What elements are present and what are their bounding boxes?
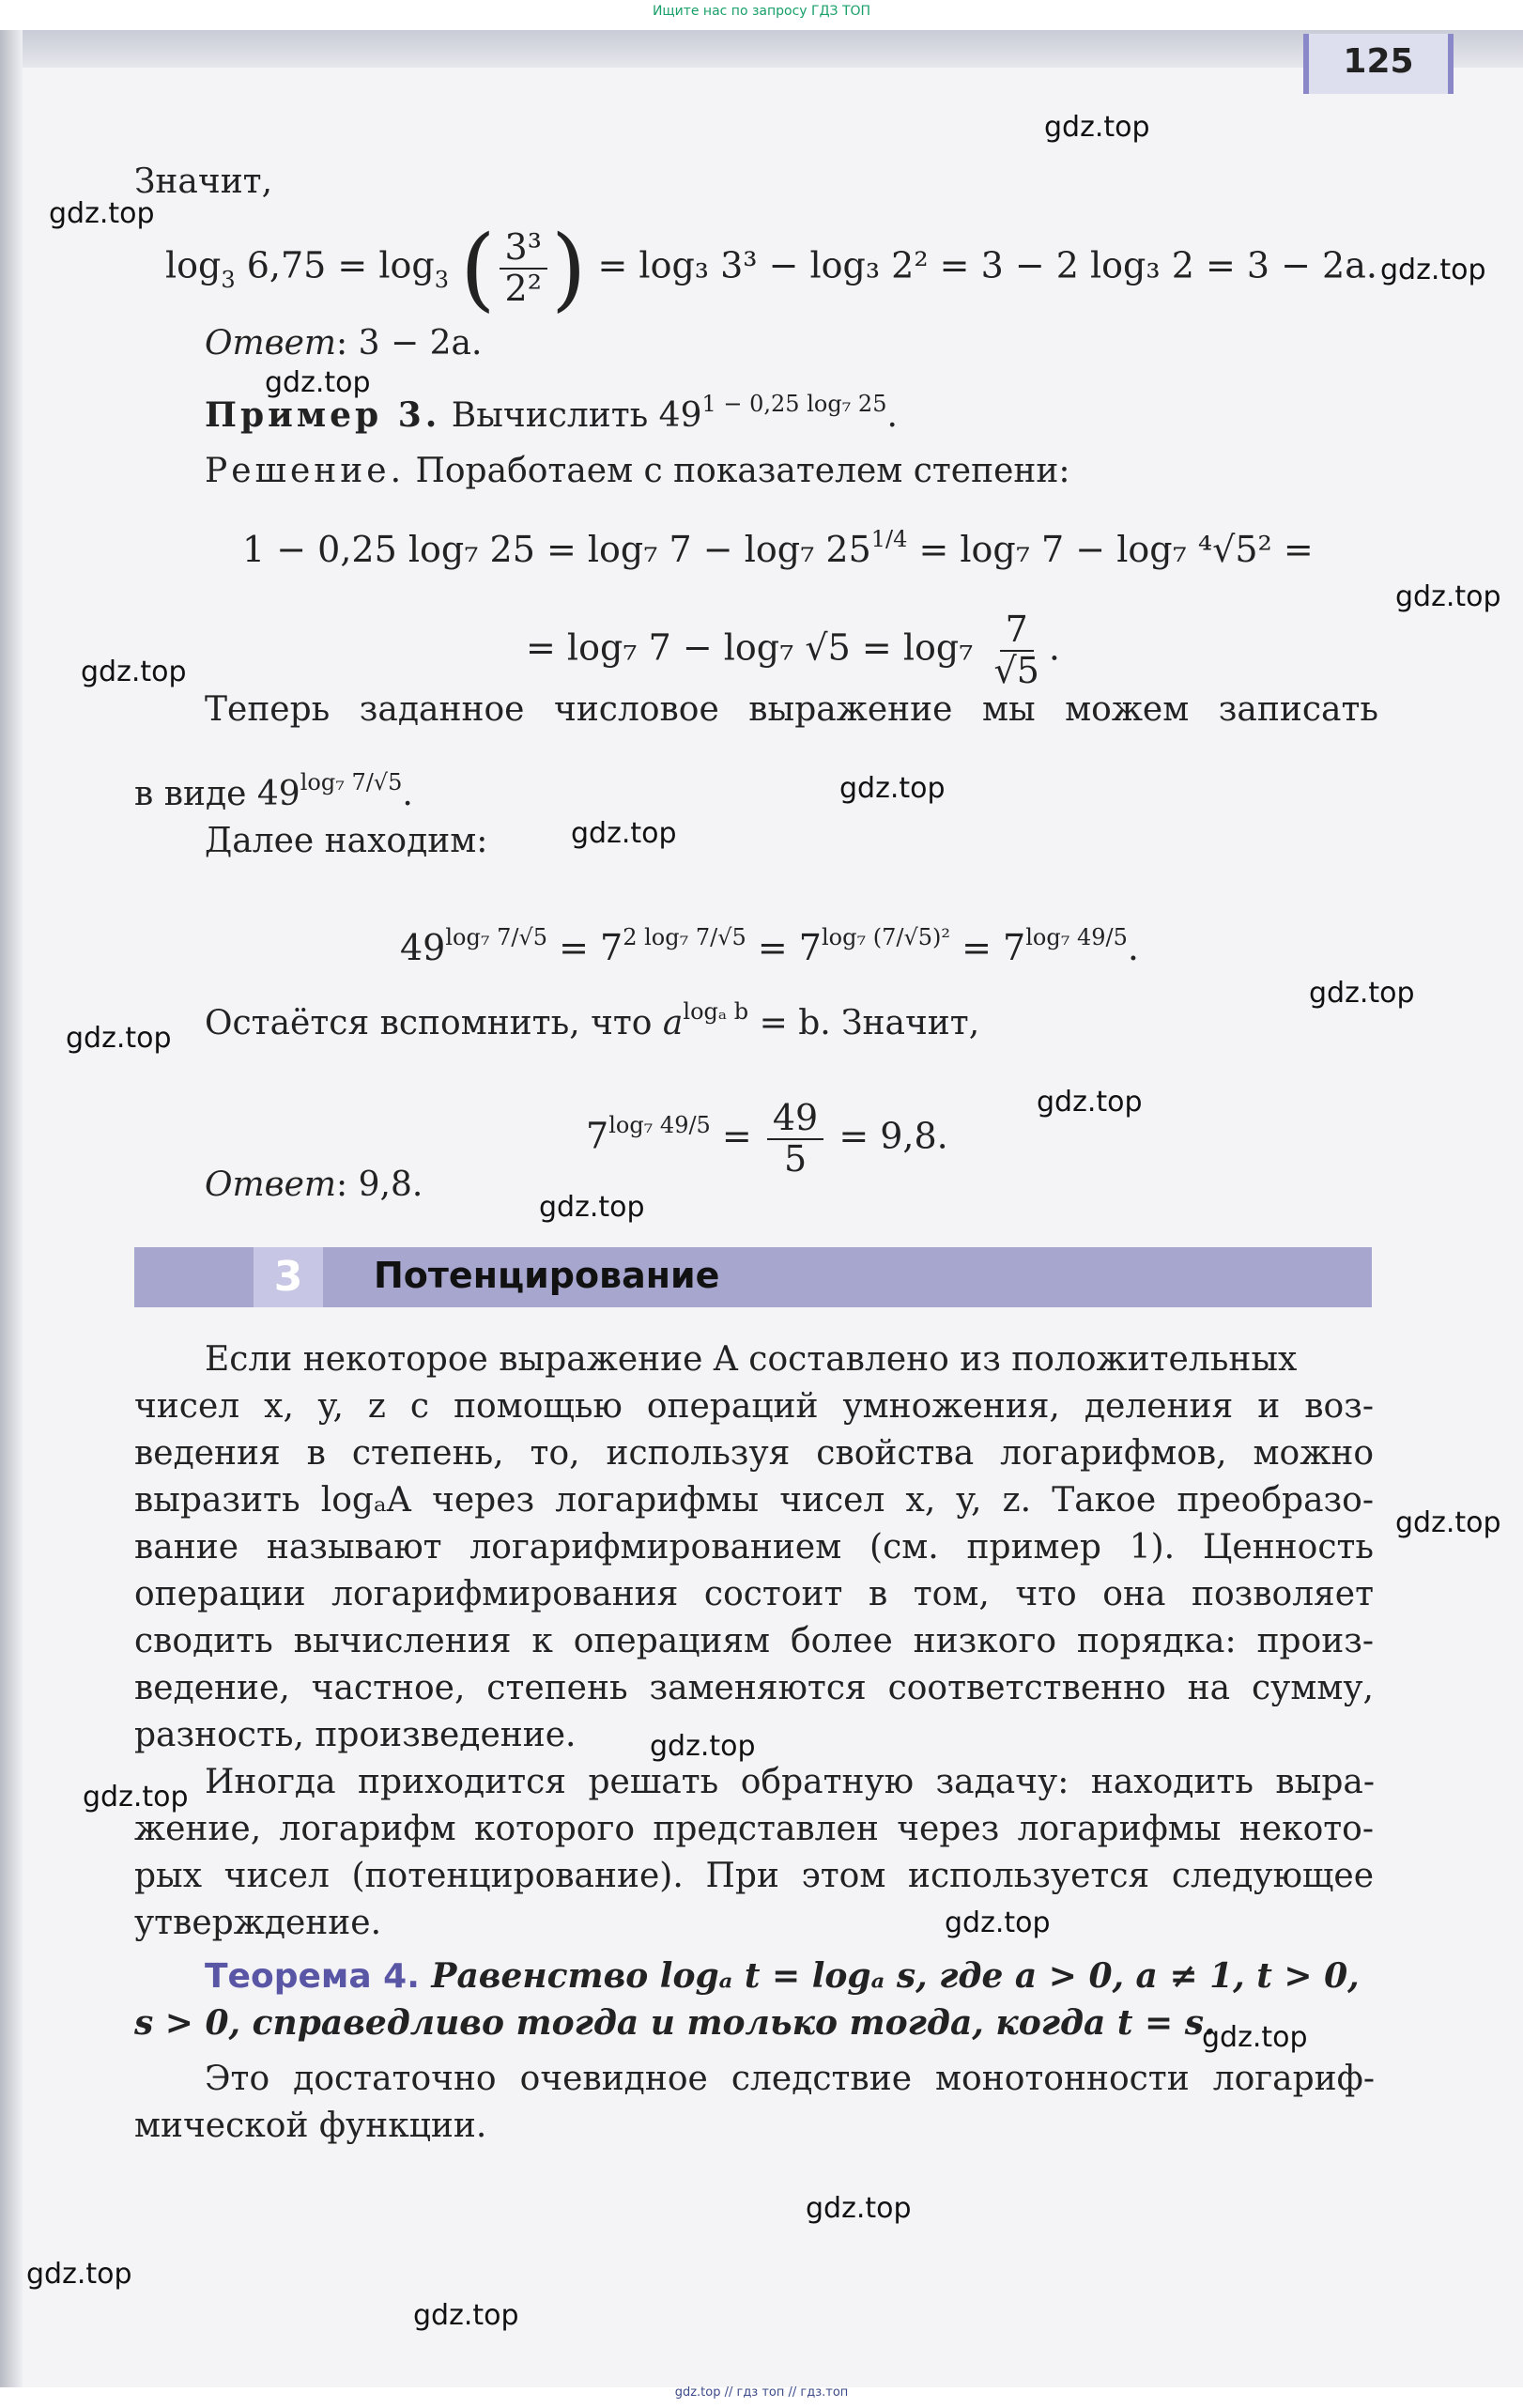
example3-answer [205,1165,1463,1206]
para3-line: мической функции. [134,2107,487,2145]
para1-line: Если некоторое выражение A составлено из положительных [205,1340,1298,1379]
watermark: gdz.top [806,2192,912,2225]
watermark: gdz.top [83,1781,189,1814]
example3-text1: Теперь заданное числовое выражение мы можем записать [205,690,1378,729]
theorem-label: Теорема 4. [205,1957,420,1996]
watermark: gdz.top [1395,580,1501,613]
watermark: gdz.top [26,2258,132,2291]
formula3-c-pow: log₇ (7/√5)² [821,924,950,950]
formula4-base: 7 [586,1115,609,1157]
para1-line: операции логарифмирования состоит в том, что она позволяет [134,1575,1374,1613]
page-spine-shadow [0,30,23,2387]
answer-value: : 3 − 2a. [336,324,483,363]
theorem-text1: Равенство logₐ t = logₐ s, где a > 0, a ≠ 1, t > 0, [419,1956,1360,1996]
formula4-pow: log₇ 49/5 [608,1112,711,1139]
watermark: gdz.top [1037,1086,1143,1119]
formula4-den: 5 [783,1137,808,1180]
example3-solution [205,451,1463,492]
watermark: gdz.top [539,1191,645,1224]
para1-line: чисел x, y, z с помощью операций умножения, деления и воз- [134,1387,1374,1426]
example3-task-power: 1 − 0,25 log₇ 25 [701,391,887,417]
formula-base: 3 [221,266,236,293]
watermark: gdz.top [650,1730,756,1763]
text2-power: log₇ 7/√5 [300,769,403,795]
watermark: gdz.top [66,1022,172,1055]
solution-text: Поработаем с показателем степени: [405,452,1070,490]
watermark: gdz.top [945,1906,1051,1939]
formula2-part: = log₇ 7 − log₇ √5 = log₇ [526,626,974,669]
formula4-end: = 9,8. [838,1115,948,1157]
formula3-b-pow: 2 log₇ 7/√5 [623,924,746,950]
watermark: gdz.top [413,2299,519,2332]
para1-line: сводить вычисления к операциям более низкого порядка: произ- [134,1622,1374,1660]
text4-pow: logₐ b [683,998,749,1025]
example3-task [205,391,1463,440]
text2-end: . [402,775,413,813]
watermark: gdz.top [1395,1506,1501,1539]
para1-line: разность, произведение. [134,1716,577,1754]
formula1-rest: = log₇ 7 − log₇ ⁴√5² = [907,529,1314,570]
section-number: 3 [254,1247,323,1307]
example2-answer [205,323,1463,364]
example3-formula2 [526,610,1060,691]
example2-formula: $\log_3 6,75 = \log_3$ ( $\frac{\text{3³}}{\text{2²}}$ ) = log₃ 3³ − log₃ 2² = 3 − 2 log₃ 2 = 3 − 2a. [165,216,1377,321]
text2-start: в виде 49 [134,775,300,813]
answer3-label: Ответ [205,1165,337,1204]
watermark: gdz.top [1202,2021,1308,2054]
example3-task-text: Вычислить 49 [440,396,702,435]
theorem-line1 [205,1955,1463,1998]
para2-line: рых чисел (потенцирование). При этом используется следующее [134,1857,1374,1895]
answer3-value: : 9,8. [336,1165,423,1204]
formula3-a-pow: log₇ 7/√5 [445,924,548,950]
para2-line: жение, логарифм которого представлен через логарифмы некото- [134,1810,1374,1848]
formula3-end: . [1127,927,1139,968]
frac-num: 3³ [500,228,547,270]
example2-intro: Значит, [134,162,273,201]
formula-arg: 6,75 = [246,244,368,286]
formula2-den: √5 [993,649,1039,691]
watermark: gdz.top [49,197,155,230]
formula2-end: . [1048,626,1060,669]
formula4-eq: = [721,1115,752,1157]
example3-text2 [134,769,1392,818]
answer-label: Ответ [205,324,337,363]
text4-formula: a [662,1004,684,1042]
para1-line: выразить logₐA через логарифмы чисел x, y, z. Такое преобразо- [134,1481,1374,1520]
page-top-band [0,30,1523,68]
para2-line: Иногда приходится решать обратную задачу: находить выра- [205,1763,1375,1801]
formula-lhs: log [165,244,222,286]
para1-line: ведения в степень, то, используя свойства логарифмов, можно [134,1434,1374,1473]
para3-line: Это достаточно очевидное следствие монотонности логариф- [205,2060,1375,2098]
example3-task-end: . [886,396,898,435]
page-number: 125 [1303,34,1454,94]
example3-formula3 [400,924,1139,968]
example3-text3: Далее находим: [205,822,488,860]
watermark: gdz.top [839,772,946,805]
formula3-a: 49 [400,927,446,968]
para1-line: ведение, частное, степень заменяются соответственно на сумму, [134,1669,1374,1707]
formula1-power: 1/4 [870,526,908,552]
watermark: gdz.top [265,366,371,399]
text4-end: = b. Значит, [748,1004,980,1042]
watermark: gdz.top [1044,111,1150,144]
formula-rhs: = log₃ 3³ − log₃ 2² = 3 − 2 log₃ 2 = 3 − 2a. [597,244,1377,286]
frac-den: 2² [504,268,542,309]
formula1-part: 1 − 0,25 log₇ 25 = log₇ 7 − log₇ 25 [242,529,871,570]
watermark: gdz.top [81,656,187,688]
top-note: Ищите нас по запросу ГДЗ ТОП [652,4,871,19]
theorem-line2: s > 0, справедливо тогда и только тогда, когда t = s. [134,2003,1216,2043]
para2-line: утверждение. [134,1904,382,1942]
formula4-num: 49 [767,1099,823,1140]
formula3-d: = 7 [961,927,1026,968]
example3-formula1 [242,526,1314,570]
watermark: gdz.top [1309,977,1415,1010]
formula3-d-pow: log₇ 49/5 [1025,924,1128,950]
bottom-note: gdz.top // гдз топ // гдз.топ [674,2385,849,2400]
solution-label: Решение. [205,452,406,490]
formula2-num: 7 [1000,610,1034,652]
section-title: Потенцирование [374,1255,720,1296]
formula3-b: = 7 [559,927,623,968]
example3-label: Пример 3. [205,395,441,435]
text4-start: Остаётся вспомнить, что [205,1004,663,1042]
example3-text4 [205,998,1463,1047]
para1-line: вание называют логарифмированием (см. пример 1). Ценность [134,1528,1374,1567]
watermark: gdz.top [571,817,677,850]
watermark: gdz.top [1380,254,1486,286]
formula3-c: = 7 [757,927,822,968]
